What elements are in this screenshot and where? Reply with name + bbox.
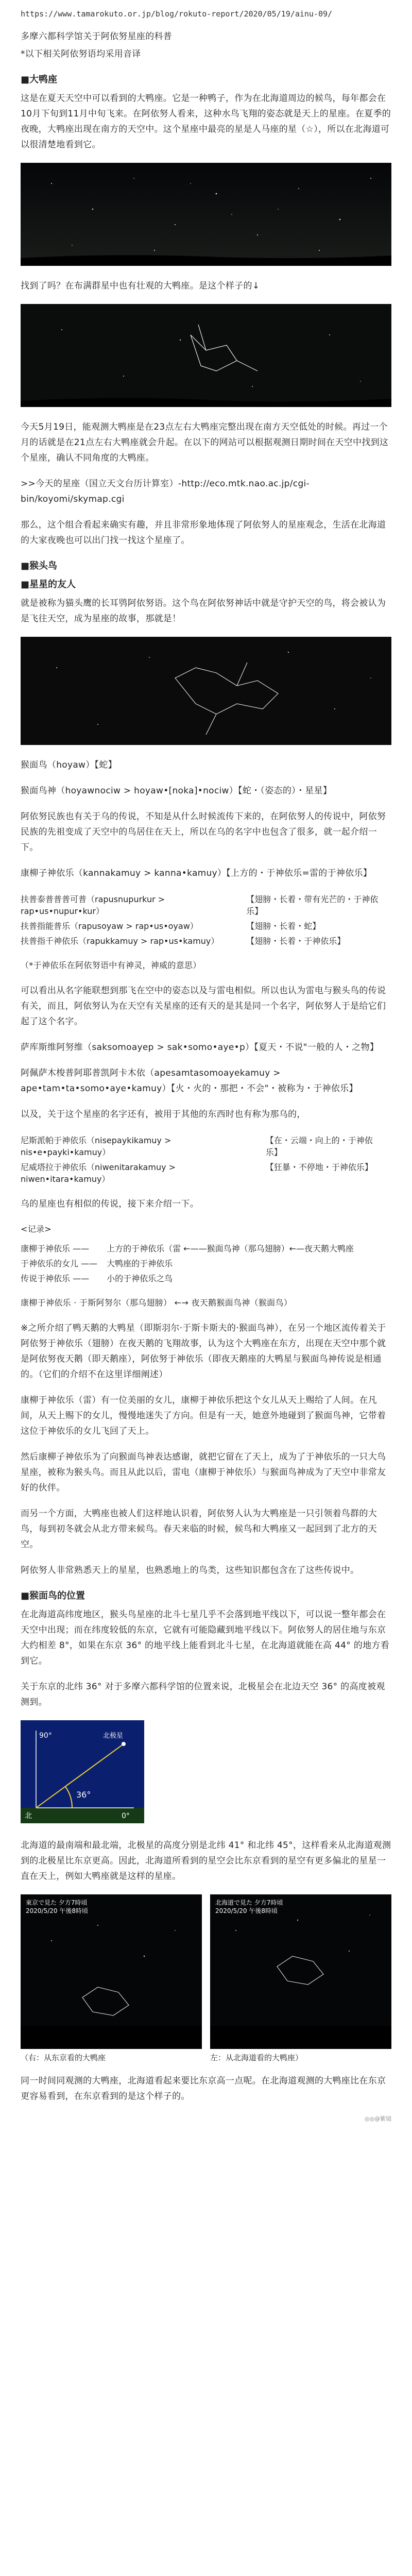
- name-label: 扶普指千神依乐（rapukkamuy > rap•us•kamuy）: [21, 936, 219, 946]
- polaris-label: 北极星: [103, 1732, 124, 1740]
- owl-legend-body-5: ※之所介绍了鸭天鹅的大鸭星（即斯羽尔·于斯卡斯夫的·猴面鸟神），在另一个地区流传着关于阿依努于神依乐（翅膀）在夜天鹅的飞翔故事，认为这个大鸭座在东方，出现在天空中那个就是阿依努夜天鹅（即天鹅座），阿依努于神依乐（即夜天鹅座的大鸭星与猴面鸟神传说是相通的。（它们的介绍不在这里详细阐述）: [21, 1323, 386, 1380]
- hokkaido-sky-photo: [210, 1894, 391, 2049]
- photo-stamp-date: 2020/5/20 午後8時頃: [215, 1907, 278, 1914]
- name-meaning: 【翅膀・长着・于神依乐】: [246, 936, 346, 946]
- polaris-icon: [122, 1742, 126, 1746]
- owl-legend-body-4: 以及，关于这个星座的名字还有，被用于其他的东西时也有称为那乌的，: [21, 1109, 306, 1120]
- owl-legend-body-7: 然后康柳子神依乐为了向猴面鸟神表达感谢，就把它留在了天上，成为了于神依乐的一只大鸟星座，被称为猴头鸟。而且从此以后，雷电（康柳于神依乐）与猴面鸟神成为了天空中非常友好的伙伴。: [21, 1452, 386, 1493]
- intro-line: 多摩六都科学馆关于阿依努星座的科普: [21, 31, 173, 42]
- pair-right: 【狂暴・不停地・于神依乐】: [265, 1162, 373, 1172]
- owl-pair-list: [21, 1132, 391, 1186]
- night-sky-image: [21, 163, 391, 266]
- list-item: [21, 918, 391, 933]
- find-prompt: 找到了吗？在布满群星中也有壮观的大鸭座。是这个样子的↓: [21, 281, 260, 291]
- legend-note: 康柳于神依乐 · 于斯阿努尔（那乌翅膀） ←→ 夜天鹅猴面鸟神（猴面鸟）: [21, 1298, 293, 1308]
- horizon-label: 0°: [122, 1812, 130, 1820]
- name-meaning: 【翅膀・长着・蛇】: [246, 921, 321, 931]
- owl-constellation-photo: [21, 637, 391, 745]
- owl-legend-body-9: 阿依努人非常熟悉天上的星星，也熟悉地上的鸟类，这些知识都包含在了这些传说中。: [21, 1565, 359, 1575]
- section-close-big-duck: 那么，这个组合看起来确实有趣，并且非常形象地体现了阿依努人的星座观念，生活在北海道的大家夜晚也可以出门找一找这个星座了。: [21, 520, 386, 546]
- polaris-angle-diagram: [21, 1720, 391, 1825]
- skymap-link[interactable]: >>今天的星座（国立天文台历计算室）-http://eco.mtk.nao.ac.jp/cgi-bin/koyomi/skymap.cgi: [21, 479, 310, 504]
- watermark: ◎◎@紫镜: [364, 2115, 391, 2122]
- owl-kanna-name: 康柳子神依乐（kannakamuy > kanna•kamuy）【上方的・于神依乐=雷的于神依乐】: [21, 868, 372, 878]
- list-item: [21, 891, 391, 918]
- constellation-photo: [21, 304, 391, 407]
- source-url[interactable]: https://www.tamarokuto.or.jp/blog/rokuto-report/2020/05/19/ainu-09/: [21, 9, 333, 19]
- owl-legend-body-6: 康柳于神依乐（雷）有一位美丽的女儿，康柳于神依乐把这个女儿从天上赐给了人间。在凡间，从天上赐下的女儿，慢慢地迷失了方向。但是有一天，她意外地碰到了猴面鸟神，它带着这位于神依乐的女儿飞回了天上。: [21, 1395, 386, 1436]
- photo-stamp-date: 2020/5/20 午後8時頃: [26, 1907, 88, 1914]
- owl-name-1: 猴面鸟（hoyaw）【蛇】: [21, 760, 117, 770]
- zenith-label: 90°: [39, 1732, 52, 1740]
- owl-constellation-image: [21, 637, 391, 745]
- name-meaning: 【翅膀・长着・带有光芒的・于神依乐】: [246, 894, 379, 916]
- name-label: 扶普泰普普普可普（rapusnupurkur > rap•us•nupur•kur）: [21, 894, 165, 916]
- section-subtitle-owl: ■星星的友人: [21, 579, 76, 590]
- tokyo-sky-photo: [21, 1894, 202, 2049]
- north-label: 北: [25, 1812, 32, 1820]
- owl-name-note: （*于神依乐在阿依努语中有神灵，神威的意思）: [21, 960, 201, 970]
- tokyo-sky-image: [21, 1894, 202, 2049]
- owl-legend-body-8: 而另一个方面，大鸭座也被人们这样地认识着，阿依努人认为大鸭座是一只引领着鸟群的大鸟，每到初冬就会从北方带来候鸟。春天来临的时候，候鸟和大鸭座又一起回到了北方的天空。: [21, 1509, 377, 1550]
- pair-right: 【在・云端・向上的・于神依乐】: [265, 1136, 373, 1157]
- section-body-big-duck: 这是在夏天天空中可以看到的大鸭座。它是一种鸭子，作为在北海道周边的候鸟，每年都会在10月下旬到11月中旬飞来。在阿依努人看来，这种水鸟飞翔的姿态就是天上的星座。在夏季的夜晚，大鸭座出现在南方的天空中。这个星座中最亮的星是人马座的星（☆），所以在北海道可以很清楚地看到它。: [21, 93, 391, 150]
- position-closing: 同一时间同观测的大鸭座，北海道看起来要比东京高一点呢。在北海道观测的大鸭座比在东京更容易看到，在东京看到的是这个样子的。: [21, 2076, 386, 2102]
- observation-note: 今天5月19日，能观测大鸭座是在23点左右大鸭座完整出现在南方天空低处的时候。再过一个月的话就是在21点左右大鸭座就会升起。在以下的网站可以根据观测日期时间在天空中找到这个星座，确认不同角度的大鸭座。: [21, 422, 389, 463]
- comparison-photos: [21, 1894, 391, 2049]
- legend-value: 小的于神依乐之鸟: [107, 1274, 173, 1283]
- section-title-owl: ■猴头鸟: [21, 561, 58, 571]
- caption-tokyo: （右：从东京看的大鸭座: [21, 2053, 106, 2062]
- owl-legend-body: 阿依努民族也有关于乌的传说，不知是从什么时候流传下来的，在阿依努人的传说中，阿依努民族的先祖变成了天空中的鸟居住在天上，所以在乌的名字中也包含了很多，就一起介绍一下。: [21, 811, 386, 853]
- owl-closing-a: 乌的星座也有相似的传说，接下来介绍一下。: [21, 1199, 199, 1209]
- article: [0, 9, 412, 2133]
- tokyo-polaris-note: 关于东京的北纬 36° 对于多摩六都科学馆的位置来说，北极星会在北边天空 36° 的高度被观测到。: [21, 1682, 385, 1707]
- list-item: [21, 1132, 391, 1159]
- legend-value: 上方的于神依乐（雷 ←——猴面鸟神（那乌翅膀）←—夜天鹅大鸭座: [107, 1244, 354, 1253]
- polaris-angle-image: [21, 1720, 144, 1823]
- legend-head: <记录>: [21, 1224, 52, 1234]
- table-row: [21, 1270, 363, 1285]
- photo-stamp: 東京で見た 夕方7時頃: [26, 1899, 88, 1906]
- section-title-position: ■猴面鸟的位置: [21, 1590, 85, 1601]
- owl-apesam-name: 阿佩萨木梭普阿耶普凯阿卡木依（apesamtasomoayekamuy > ape•tam•ta•somo•aye•kamuy）【火・火的・那把・不会"・被称为・于神依乐】: [21, 1068, 358, 1094]
- name-label: 扶普指能普乐（rapusoyaw > rap•us•oyaw）: [21, 921, 198, 931]
- list-item: [21, 1159, 391, 1186]
- hokkaido-sky-image: [210, 1894, 391, 2049]
- constellation-overlay-image: [21, 304, 391, 407]
- table-row: [21, 1241, 363, 1256]
- list-item: [21, 933, 391, 948]
- angle-label: 36°: [76, 1790, 91, 1800]
- table-row: [21, 1256, 363, 1270]
- pair-left: 尼威塔拉于神依乐（niwenitarakamuy > niwen•itara•kamuy）: [21, 1162, 176, 1184]
- caption-hokkaido: 左：从北海道看的大鸭座）: [210, 2053, 303, 2062]
- legend-key: 传说于神依乐 ——: [21, 1274, 90, 1283]
- position-body: 在北海道高纬度地区，猴头鸟星座的北斗七星几乎不会落到地平线以下，可以说一整年都会在天空中出现；而在纬度较低的东京，它就有可能隐藏到地平线以下。阿依努人的居住地与东京大约相差 8°，如果在东京 36° 的地平线上能看到北斗七星，在北海道就能在高 44° 的地方看到它。: [21, 1609, 389, 1666]
- owl-sake-name: 萨库斯维阿努维（saksomoayep > sak•somo•aye•p）【夏天・不说"一般的人・之物】: [21, 1042, 379, 1053]
- photo-stamp: 北海道で見た 夕方7時頃: [215, 1899, 283, 1906]
- legend-table: [21, 1241, 363, 1285]
- legend-key: 康柳于神依乐 ——: [21, 1244, 90, 1253]
- legend-value: 大鸭座的于神依乐: [107, 1259, 173, 1268]
- owl-name-list: [21, 891, 391, 948]
- hokkaido-polaris-note: 北海道的最南端和最北端，北极星的高度分别是北纬 41° 和北纬 45°，这样看来从北海道观测到的北极星比东京更高。因此，北海道所看到的星空会比东京看到的星空有更多偏北的星星一直在天上，例如大鸭座就是这样的星座。: [21, 1840, 391, 1882]
- section-title-big-duck: ■大鸭座: [21, 74, 58, 85]
- intro-note: *以下相关阿依努语均采用音译: [21, 49, 141, 59]
- comparison-captions: [21, 2052, 391, 2063]
- night-sky-photo: [21, 163, 391, 266]
- legend-key: 于神依乐的女儿 ——: [21, 1259, 98, 1268]
- owl-legend-body-3: 可以看出从名字能联想到那飞在空中的姿态以及与雷电相似。所以也认为雷电与猴头鸟的传说有关，而且，阿依努认为在天空有关星座的还有天的是其是同一个名字，阿依努人于是给它们起了这个名字。: [21, 986, 386, 1027]
- owl-intro: 就是被称为猫头鹰的长耳鸮阿依努语。这个鸟在阿依努神话中就是守护天空的鸟，将会被认为是飞往天空，成为星座的故事，那就是！: [21, 598, 386, 624]
- pair-left: 尼斯派帕于神依乐（nisepaykikamuy > nis•e•payki•kamuy）: [21, 1136, 171, 1157]
- owl-name-2: 猴面鸟神（hoyawnociw > hoyaw•[noka]•nociw）【蛇・（姿态的）・星星】: [21, 786, 332, 796]
